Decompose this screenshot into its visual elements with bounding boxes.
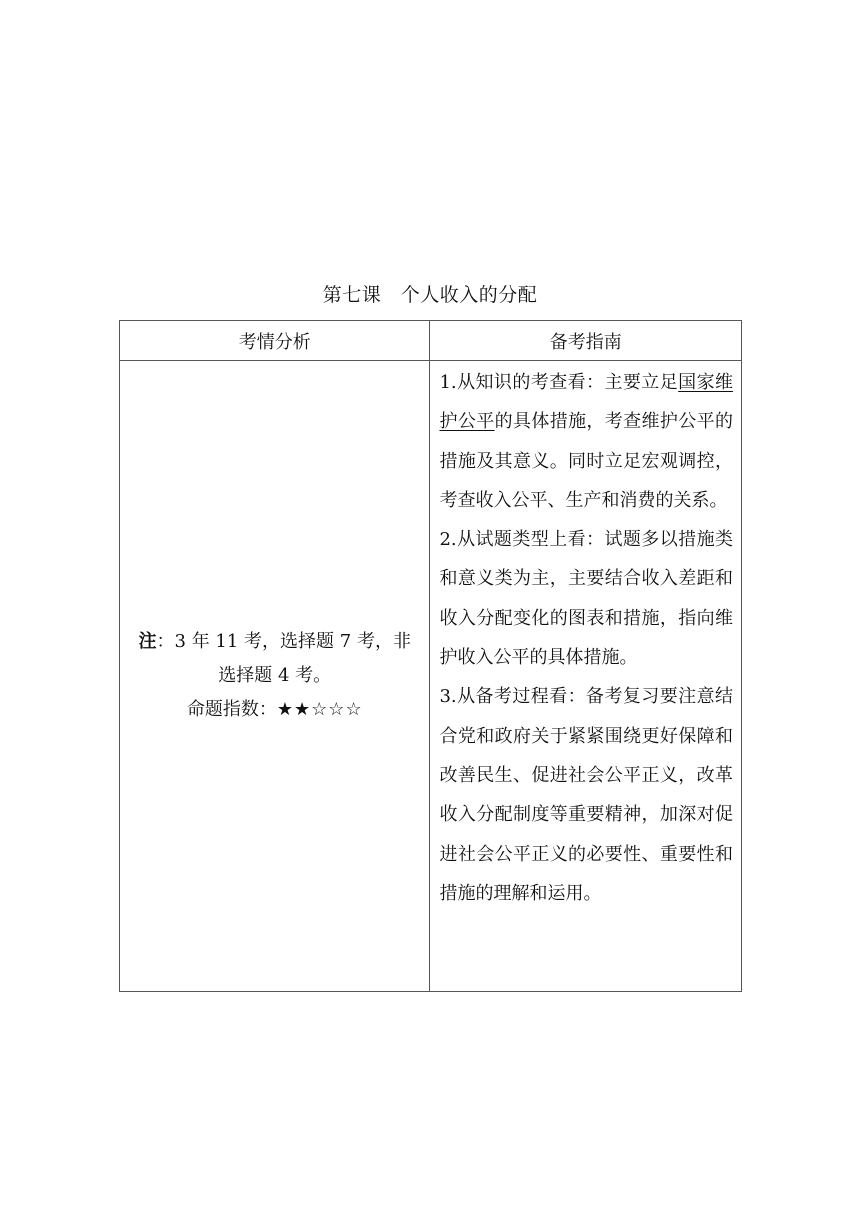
- analysis-cell: [120, 361, 430, 992]
- difficulty-index: [130, 693, 419, 727]
- guide-point-1-underlined: 国家维护公平: [439, 372, 733, 433]
- guide-point-3: 3.从备考过程看：备考复习要注意结合党和政府关于紧紧围绕更好保障和改善民生、促进社会公平正义，改革收入分配制度等重要精神，加深对促进社会公平正义的必要性、重要性和措施的理解和运用。: [439, 686, 733, 904]
- exam-guide-table: [119, 320, 742, 992]
- analysis-note: [130, 625, 419, 693]
- table-header-row: [120, 321, 742, 361]
- page-title: 第七课 个人收入的分配: [322, 284, 538, 306]
- guide-cell: [430, 361, 742, 992]
- table-row: [120, 361, 742, 992]
- note-text: ：3 年 11 考，选择题 7 考，非选择题 4 考。: [156, 631, 411, 686]
- header-analysis: 考情分析: [120, 321, 430, 361]
- guide-point-1: [439, 363, 733, 520]
- index-label: 命题指数：: [186, 699, 277, 720]
- note-label: 注: [138, 631, 157, 652]
- guide-point-1-rest: 的具体措施，考查维护公平的措施及其意义。同时立足宏观调控，考查收入公平、生产和消费的关系。: [439, 411, 734, 511]
- guide-point-2: 2.从试题类型上看：试题多以措施类和意义类为主，主要结合收入差距和收入分配变化的图表和措施，指向维护收入公平的具体措施。: [439, 529, 733, 669]
- star-rating-icon: ★★☆☆☆: [276, 699, 363, 720]
- header-guide: 备考指南: [430, 321, 742, 361]
- guide-point-1-start: 1.从知识的考查看：主要立足: [439, 372, 679, 393]
